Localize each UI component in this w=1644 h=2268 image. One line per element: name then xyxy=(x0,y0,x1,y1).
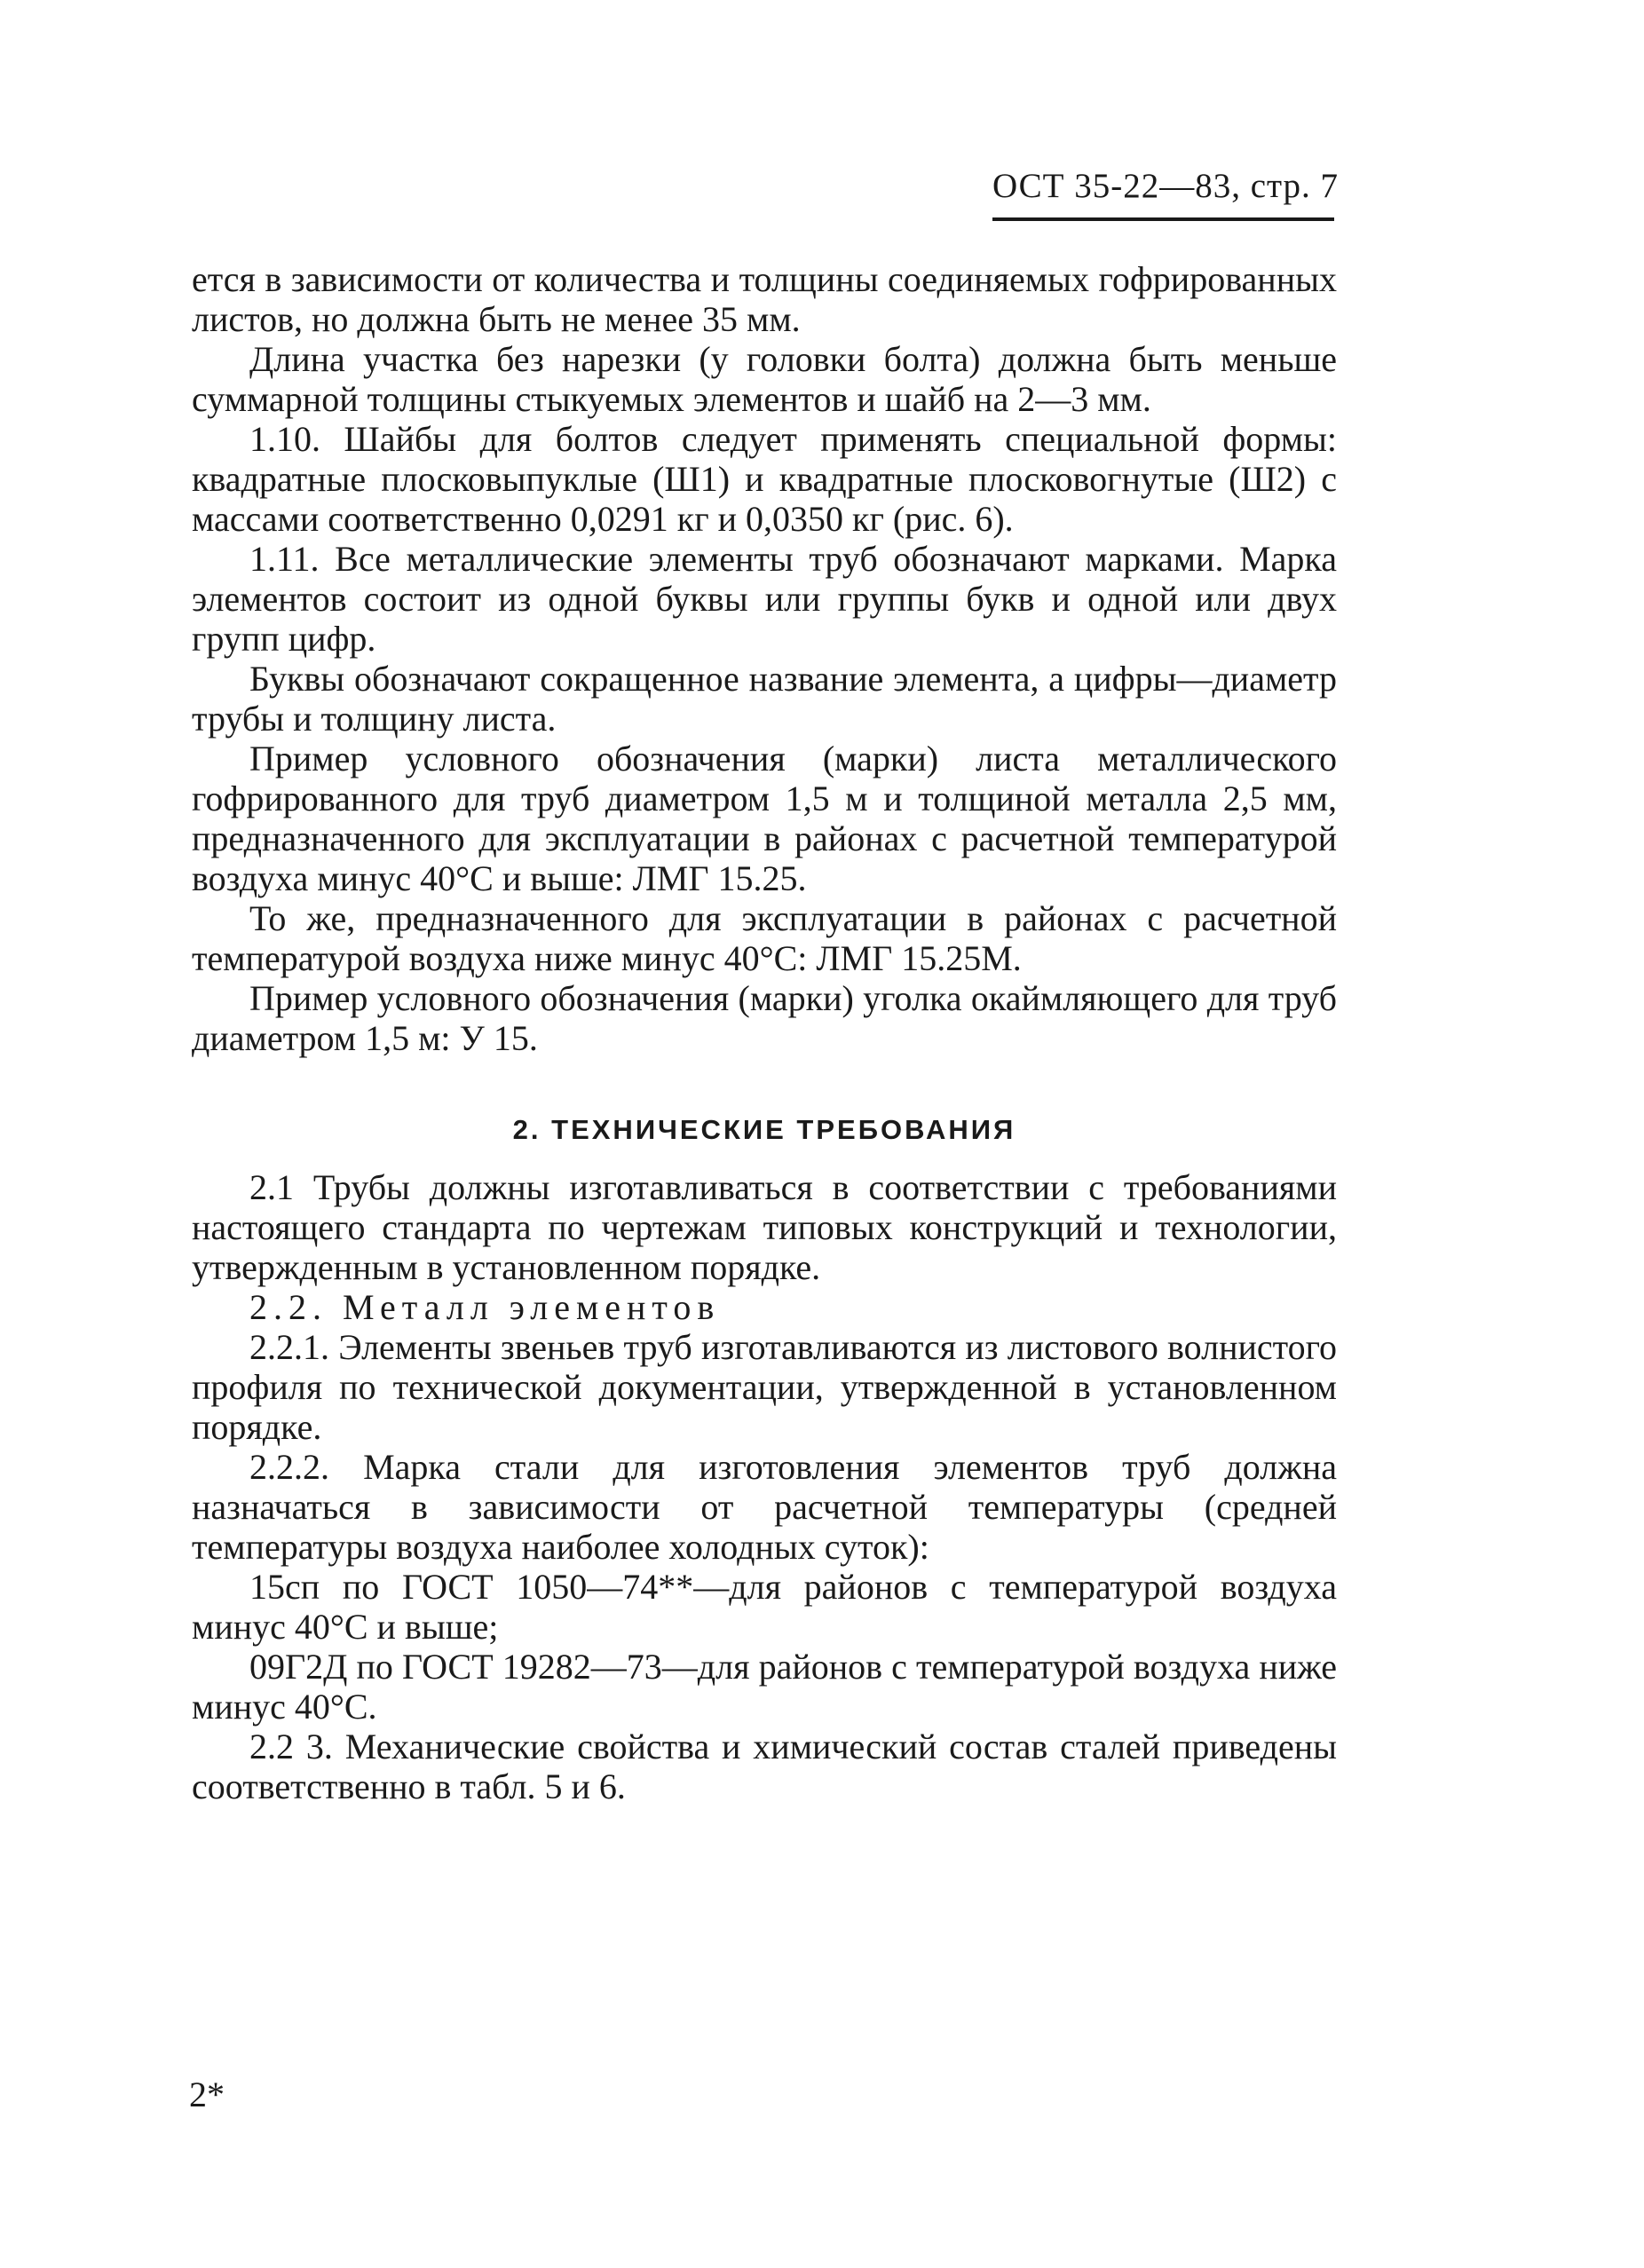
paragraph: Пример условного обозначения (марки) уголка окаймляющего для труб диаметром 1,5 м: У 15. xyxy=(192,978,1337,1058)
paragraph: 09Г2Д по ГОСТ 19282—73—для районов с температурой воздуха ниже минус 40°С. xyxy=(192,1647,1337,1727)
paragraphs-before-section xyxy=(192,259,1337,1058)
document-body xyxy=(192,259,1337,1806)
signature-mark: 2* xyxy=(189,2074,225,2114)
paragraph: 2.2. Металл элементов xyxy=(249,1287,721,1327)
paragraph: 1.11. Все металлические элементы труб обозначают марками. Марка элементов состоит из одной буквы или группы букв и одной или двух групп цифр. xyxy=(192,539,1337,659)
paragraph: 15сп по ГОСТ 1050—74**—для районов с температурой воздуха минус 40°С и выше; xyxy=(192,1567,1337,1647)
paragraph: Пример условного обозначения (марки) листа металлического гофрированного для труб диаметром 1,5 м и толщиной металла 2,5 мм, предназначенного для эксплуатации в районах с расчетной температурой воздуха минус 40°С и выше: ЛМГ 15.25. xyxy=(192,739,1337,898)
paragraph: То же, предназначенного для эксплуатации в районах с расчетной температурой воздуха ниже минус 40°С: ЛМГ 15.25М. xyxy=(192,898,1337,978)
paragraph: 1.10. Шайбы для болтов следует применять специальной формы: квадратные плосковыпуклые (Ш1) и квадратные плосковогнутые (Ш2) с массами соответственно 0,0291 кг и 0,0350 кг (рис. 6). xyxy=(192,419,1337,539)
paragraphs-after-section xyxy=(192,1167,1337,1806)
paragraph: 2.1 Трубы должны изготавливаться в соответствии с требованиями настоящего стандарта по чертежам типовых конструкций и технологии, утвержденным в установленном порядке. xyxy=(192,1167,1337,1287)
paragraph: 2.2.1. Элементы звеньев труб изготавливаются из листового волнистого профиля по технической документации, утвержденной в установленном порядке. xyxy=(192,1327,1337,1447)
paragraph: 2.2 3. Механические свойства и химический состав сталей приведены соответственно в табл. 5 и 6. xyxy=(192,1727,1337,1806)
paragraph: Длина участка без нарезки (у головки болта) должна быть меньше суммарной толщины стыкуемых элементов и шайб на 2—3 мм. xyxy=(192,339,1337,419)
paragraph: Буквы обозначают сокращенное название элемента, а цифры—диаметр трубы и толщину листа. xyxy=(192,659,1337,739)
paragraph: 2.2.2. Марка стали для изготовления элементов труб должна назначаться в зависимости от расчетной температуры (средней температуры воздуха наиболее холодных суток): xyxy=(192,1447,1337,1567)
section-title: 2. ТЕХНИЧЕСКИЕ ТРЕБОВАНИЯ xyxy=(512,1114,1016,1145)
header-rule xyxy=(992,217,1334,221)
page-header: ОСТ 35-22—83, стр. 7 xyxy=(992,167,1340,205)
paragraph: ется в зависимости от количества и толщины соединяемых гофрированных листов, но должна быть не менее 35 мм. xyxy=(192,259,1337,339)
